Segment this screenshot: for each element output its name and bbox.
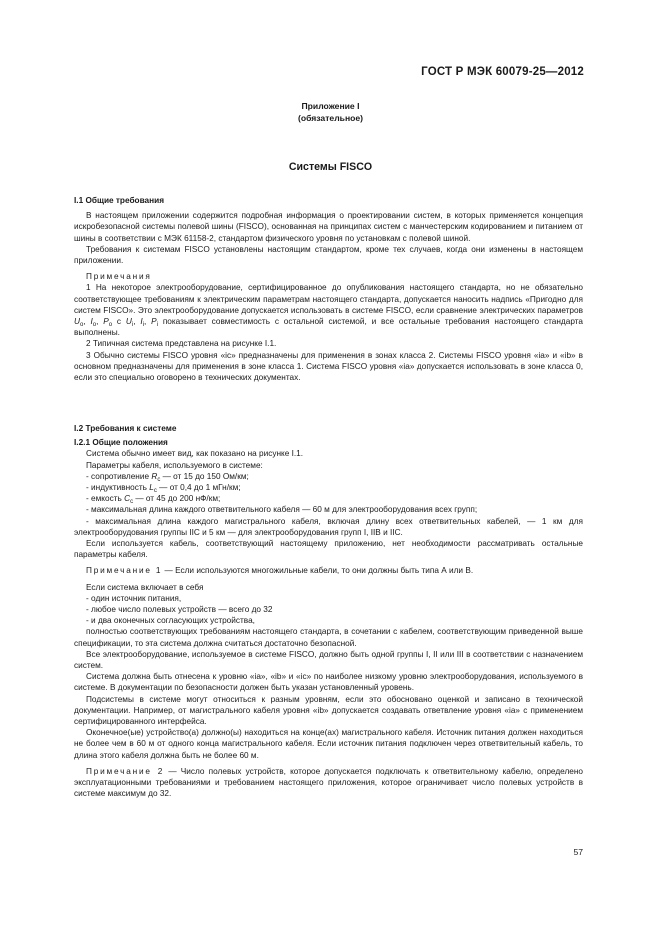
list-item: - и два оконечных согласующих устройства,	[86, 616, 255, 626]
paragraph: Система обычно имеет вид, как показано на рисунке I.1.	[86, 449, 304, 459]
subscript: c	[157, 476, 161, 483]
list-item: - любое число полевых устройств — всего до 32	[86, 605, 273, 615]
separator: ,	[133, 317, 141, 327]
page-number: 57	[573, 847, 583, 857]
list-item	[74, 493, 583, 504]
subscript: i	[142, 322, 144, 329]
note-2: 2 Типичная система представлена на рисунке I.1.	[86, 339, 277, 349]
subscript: i	[131, 322, 134, 329]
subscript: c	[153, 488, 157, 495]
annex-title: Системы FISCO	[288, 161, 373, 173]
item-text: — от 45 до 200 нФ/км;	[133, 494, 221, 504]
paragraph: Требования к системам FISCO установлены настоящим стандартом, кроме тех случаев, когда они изменены в настоящем приложении.	[74, 244, 583, 266]
symbol: I	[90, 317, 93, 327]
list-item	[74, 482, 583, 493]
subscript: o	[108, 322, 113, 329]
notes-label: Примечания	[86, 272, 152, 282]
paragraph: В настоящем приложении содержится подробная информация о проектировании систем, в которых применяется концепция искробезопасной системы полевой шины (FISCO), основанная на принципах систем с манчестерским кодированием и питанием от шины в соответствии с МЭК 61158-2, стандартом физического уровня по установкам с полевой шиной.	[74, 211, 583, 243]
list-item: - максимальная длина каждого магистрального кабеля, включая длину всех ответвительных кабелей, — 1 км для электрооборудования группы IIC и 5 км — для электрооборудования групп I, IIB и IIC.	[74, 516, 583, 537]
symbol: U	[74, 317, 80, 327]
symbol: I	[140, 317, 143, 327]
symbol: L	[149, 483, 154, 493]
subscript: o	[92, 322, 97, 329]
paragraph: Оконечное(ые) устройство(а) должно(ы) находиться на конце(ах) магистрального кабеля. Источник питания должен находиться не более чем в 60 м от одного конца магистрального кабеля. Если источник питания подключен через ответвительный кабель, то длина этого кабеля должна быть не более 60 м.	[74, 728, 583, 760]
separator: с	[112, 317, 126, 327]
section-system-requirements	[74, 423, 583, 800]
subscript: o	[79, 322, 84, 329]
note-text: показывает совместимость с остальной системой, и все остальные требования настоящего стандарта выполнены.	[74, 317, 584, 338]
item-text: - сопротивление	[86, 471, 152, 481]
paragraph: Все электрооборудование, используемое в системе FISCO, должно быть одной группы I, II или III в соответствии с назначением систем.	[74, 649, 583, 671]
standard-header: ГОСТ Р МЭК 60079-25—2012	[421, 66, 584, 78]
paragraph: Если используется кабель, соответствующий настоящему приложению, нет необходимости рассматривать остальные параметры кабеля.	[74, 539, 583, 560]
section-heading: I.2 Требования к системе	[74, 424, 177, 433]
subscript: i	[156, 322, 158, 329]
annex-status: (обязательное)	[297, 113, 364, 123]
note-2	[74, 766, 583, 800]
symbol: P	[151, 317, 157, 327]
note-label: Примечание 2	[86, 766, 165, 776]
note-3: 3 Обычно системы FISCO уровня «ic» предназначены для применения в зонах класса 2. Системы FISCO уровня «ia» и «ib» в основном предназначены для применения в зоне класса 1. Система FISCO уровня «ia» допускается использовать в зоне класса 0, если это специально оговорено в технических документах.	[74, 350, 583, 383]
note-1	[74, 565, 583, 576]
list-item	[74, 471, 583, 482]
note-text: — Если используются многожильные кабели, то они должны быть типа А или В.	[162, 566, 474, 576]
paragraph: Подсистемы в системе могут относиться к разным уровням, если это обосновано оценкой и записано в технической документации. Например, от магистрального кабеля уровня «ib» допускается создавать ответвление уровня «ia» с применением сертифицированного интерфейса.	[74, 694, 583, 727]
list-item: - один источник питания,	[86, 593, 182, 603]
paragraph: Если система включает в себя	[86, 582, 204, 592]
separator: ,	[83, 317, 91, 327]
note-1	[74, 282, 583, 338]
annex-name: Приложение I	[301, 101, 360, 111]
note-label: Примечание 1	[86, 566, 163, 576]
subscript: c	[130, 499, 134, 506]
subsection-heading: I.2.1 Общие положения	[74, 438, 168, 448]
section-heading: I.1 Общие требования	[74, 196, 165, 205]
list-item: - максимальная длина каждого ответвительного кабеля — 60 м для электрооборудования всех групп;	[86, 505, 478, 515]
paragraph: Система должна быть отнесена к уровню «ia», «ib» и «ic» по наиболее низкому уровню электрооборудования, используемого в системе. В документации по безопасности должен быть указан установленный уровень.	[74, 672, 583, 693]
item-text: — от 15 до 150 Ом/км;	[160, 471, 249, 481]
item-text: - емкость	[86, 494, 125, 504]
symbol: U	[125, 317, 132, 327]
symbol: P	[103, 317, 109, 327]
paragraph: полностью соответствующих требованиям настоящего стандарта, в сочетании с кабелем, соответствующим приведенной выше спецификации, то эта система должна считаться достаточно безопасной.	[74, 627, 583, 648]
symbol: R	[151, 471, 158, 481]
symbol: C	[124, 494, 131, 504]
separator: ,	[143, 317, 152, 327]
item-text: — от 0,4 до 1 мГн/км;	[156, 483, 241, 493]
paragraph: Параметры кабеля, используемого в системе:	[86, 460, 263, 470]
item-text: - индуктивность	[86, 483, 150, 493]
note-text: 1 На некоторое электрооборудование, сертифицированное до опубликования настоящего стандарта, но не обязательно соответствующее требованиям к электрическим параметрам настоящего стандарта, допускается наносить надпись «Пригодно для систем FISCO». Это электрооборудование допускается использовать в системе FISCO, если сравнение электрических параметров	[74, 283, 583, 315]
section-general-requirements	[74, 195, 583, 383]
note-text: — Число полевых устройств, которое допускается подключать к ответвительному кабелю, определено эксплуатационными требованиями и требованием настоящего приложения, которое ограничивает число полевых устройств в системе максимум до 32.	[74, 766, 583, 799]
separator: ,	[96, 317, 104, 327]
